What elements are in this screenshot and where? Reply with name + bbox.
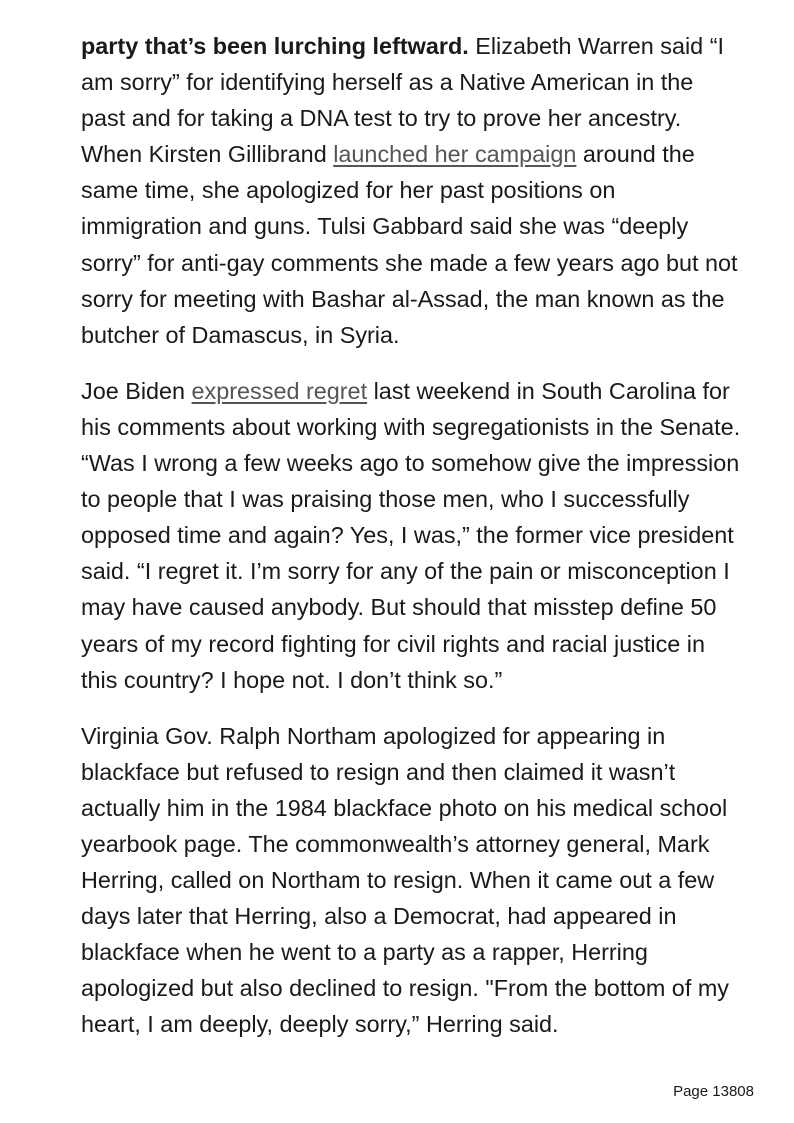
- paragraph-biden: [81, 373, 741, 698]
- page-number: Page 13808: [673, 1083, 754, 1100]
- paragraph-northam: [81, 718, 741, 1043]
- paragraph-text: Joe Biden: [81, 377, 192, 404]
- article-body: [81, 28, 741, 1063]
- paragraph-warren: [81, 28, 741, 353]
- paragraph-text: Virginia Gov. Ralph Northam apologized for appearing in blackface but refused to resign and then claimed it wasn’t actually him in the 1984 blackface photo on his medical school yearbook page. The commonwealth’s attorney general, Mark Herring, called on Northam to resign. When it came out a few days later that Herring, also a Democrat, had appeared in blackface when he went to a party as a rapper, Herring apologized but also declined to resign. "From the bottom of my heart, I am deeply, deeply sorry,” Herring said.: [81, 722, 729, 1038]
- paragraph-text: Elizabeth Warren said “I am sorry” for identifying herself as a Native American in the past and for taking a DNA test to try to prove her ancestry. When Kirsten Gillibrand: [81, 33, 724, 168]
- lead-in-bold: party that’s been lurching leftward.: [81, 33, 469, 59]
- link-expressed-regret[interactable]: expressed regret: [191, 377, 368, 404]
- link-launched-her-campaign[interactable]: launched her campaign: [333, 141, 577, 168]
- paragraph-text: around the same time, she apologized for her past positions on immigration and guns. Tulsi Gabbard said she was “deeply sorry” for anti-gay comments she made a few years ago but not sorry for meeting with Bashar al-Assad, the man known as the butcher of Damascus, in Syria.: [81, 141, 738, 348]
- paragraph-text: last weekend in South Carolina for his comments about working with segregationists in the Senate. “Was I wrong a few weeks ago to somehow give the impression to people that I was praising those men, who I successfully opposed time and again? Yes, I was,” the former vice president said. “I regret it. I’m sorry for any of the pain or misconception I may have caused anybody. But should that misstep define 50 years of my record fighting for civil rights and racial justice in this country? I hope not. I don’t think so.”: [81, 377, 741, 693]
